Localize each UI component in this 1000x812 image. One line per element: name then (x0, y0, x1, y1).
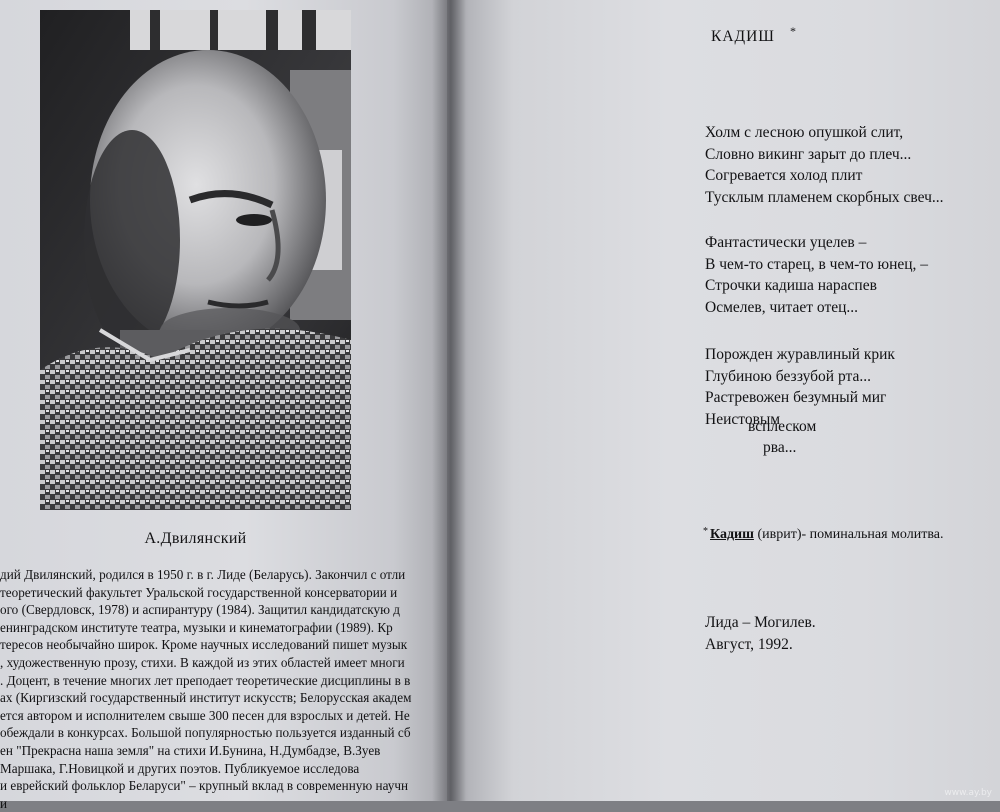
poem-stanza-2 (705, 232, 928, 319)
bio-line: и (0, 795, 8, 811)
poem-line: Строчки кадиша нараспев (705, 277, 877, 295)
poem-line: Неистовым (705, 411, 781, 429)
right-page (447, 0, 1000, 801)
poem-line: Порожден журавлиный крик (705, 346, 895, 363)
poem-place-date (705, 612, 816, 655)
poem-indented-line: всплеском (748, 418, 817, 435)
bio-line: ется автором и исполнителем свыше 300 песен для взрослых и детей. Не (0, 707, 410, 723)
bio-line: ого (Свердловск, 1978) и аспирантуру (1984). Защитил кандидатскую д (0, 602, 400, 618)
footnote-reference-mark: * (790, 24, 796, 38)
poem-line: Осмелев, читает отец... (705, 299, 859, 317)
photo-caption: А.Двилянский (144, 530, 247, 547)
bio-line: . Доцент, в течение многих лет преподает теоретические дисциплины в в (0, 672, 411, 688)
bio-line: тересов необычайно широк. Кроме научных исследований пишет музык (0, 637, 408, 653)
poem-line: В чем-то старец, в чем-то юнец, – (705, 255, 929, 273)
left-page (0, 0, 447, 811)
poem-line: Согревается холод плит (705, 167, 863, 185)
footnote-term: Кадиш (710, 527, 754, 542)
bio-line: ен "Прекрасна наша земля" на стихи И.Бунина, Н.Думбадзе, В.Зуев (0, 742, 381, 758)
poem-line: Фантастически уцелев – (705, 234, 867, 251)
author-biography (0, 566, 436, 812)
bio-line: , художественную прозу, стихи. В каждой из этих областей имеет многи (0, 654, 405, 670)
poem-stanza-1 (705, 122, 944, 209)
poem-line: Холм с лесною опушкой слит, (705, 124, 904, 141)
poem-indented-line: рва... (763, 439, 797, 456)
footnote-mark: * (703, 526, 708, 537)
bio-line: обеждали в конкурсах. Большой популярностью пользуется изданный сб (0, 725, 411, 741)
bio-line: енинградском институте театра, музыки и кинематографии (1989). Кр (0, 619, 393, 635)
bio-line: теоретический факультет Уральской государственной консерватории и (0, 584, 398, 600)
poem-date: Август, 1992. (705, 635, 793, 653)
poem-place: Лида – Могилев. (705, 614, 816, 631)
poem-line: Глубиною беззубой рта... (705, 367, 871, 385)
poem-line: Тусклым пламенем скорбных свеч... (705, 189, 944, 207)
bio-line: дий Двилянский, родился в 1950 г. в г. Лиде (Беларусь). Закончил с отли (0, 567, 406, 582)
author-portrait-photo (40, 10, 351, 510)
bio-line: Маршака, Г.Новицкой и других поэтов. Публикуемое исследова (0, 760, 360, 776)
bio-line: и еврейский фольклор Беларуси" – крупный вклад в современную научн (0, 778, 409, 794)
bio-line: ах (Киргизский государственный институт искусств; Белорусская академ (0, 690, 412, 706)
poem-title: КАДИШ (711, 28, 775, 45)
poem-line: Растревожен безумный миг (705, 389, 887, 407)
portrait-image (40, 10, 351, 510)
poem-line: Словно викинг зарыт до плеч... (705, 145, 912, 163)
footnote-text: (иврит)- поминальная молитва. (753, 527, 944, 542)
footnote (703, 526, 943, 543)
watermark: www.ay.by (944, 788, 992, 798)
